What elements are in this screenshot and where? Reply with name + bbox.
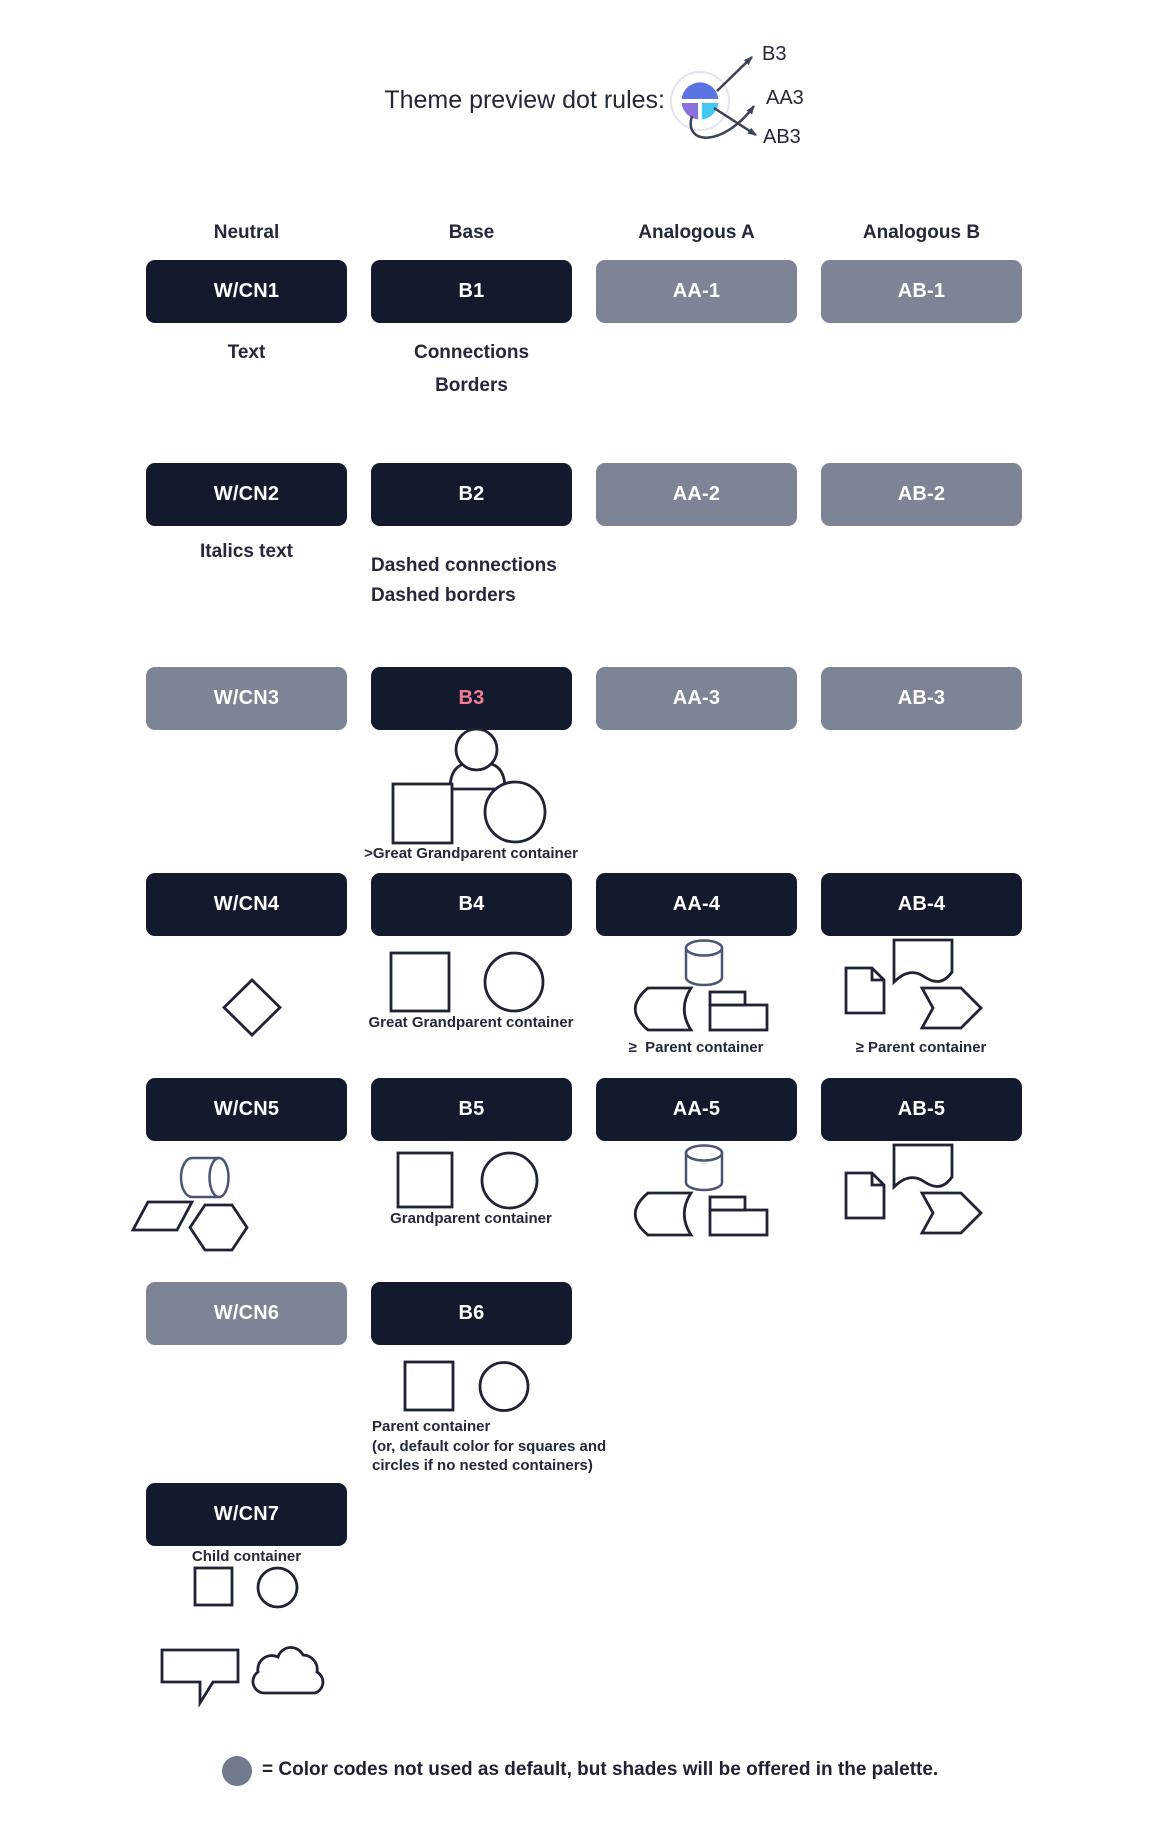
- column-header-neutral: Neutral: [213, 222, 280, 243]
- wcn4-illustration: [196, 975, 308, 1041]
- swatch-aa3[interactable]: AA-3: [596, 667, 797, 730]
- person-head-shape: [456, 729, 497, 770]
- wcn5-illustration: [120, 1141, 320, 1256]
- diamond-shape: [224, 980, 280, 1035]
- chevron-shape: [922, 988, 981, 1028]
- b6-illustration: [371, 1352, 571, 1414]
- square-shape: [195, 1568, 232, 1605]
- swatch-b6[interactable]: B6: [371, 1282, 572, 1345]
- caption-grandparent: Grandparent container: [390, 1210, 552, 1227]
- aa5-illustration: [596, 1141, 796, 1241]
- cylinder-top-shape: [686, 941, 722, 956]
- legend-text: = Color codes not used as default, but shades will be offered in the palette.: [262, 1759, 939, 1780]
- caption-ge-parent-a: ≥ Parent container: [628, 1039, 764, 1056]
- chevron-shape: [922, 1193, 981, 1233]
- caption-child-container: Child container: [191, 1548, 302, 1565]
- circle-shape: [485, 953, 543, 1011]
- caption-parent-line2: (or, default color for squares and: [372, 1438, 607, 1455]
- dot-rule-label-ab3: AB3: [763, 126, 801, 148]
- swatch-ab4[interactable]: AB-4: [821, 873, 1022, 936]
- square-shape: [405, 1362, 453, 1410]
- parallelogram-shape: [133, 1202, 192, 1230]
- stored-data-shape: [635, 988, 691, 1030]
- column-header-analogous-b: Analogous B: [862, 222, 981, 243]
- swatch-b4[interactable]: B4: [371, 873, 572, 936]
- square-shape: [393, 784, 452, 843]
- b5-illustration: [371, 1145, 571, 1215]
- square-shape: [391, 953, 449, 1011]
- swatch-aa4[interactable]: AA-4: [596, 873, 797, 936]
- ab4-illustration: [821, 936, 1021, 1036]
- circle-shape: [480, 1363, 528, 1411]
- swatch-wcn7[interactable]: W/CN7: [146, 1483, 347, 1546]
- swatch-wcn3[interactable]: W/CN3: [146, 667, 347, 730]
- page-title: Theme preview dot rules:: [384, 86, 665, 114]
- horizontal-cylinder-end-shape: [210, 1158, 229, 1197]
- caption-borders: Borders: [435, 375, 508, 396]
- document-shape: [846, 1173, 884, 1218]
- swatch-b5[interactable]: B5: [371, 1078, 572, 1141]
- caption-connections: Connections: [413, 342, 530, 363]
- caption-parent-line1: Parent container: [372, 1418, 491, 1435]
- cloud-shape: [253, 1647, 323, 1693]
- swatch-wcn6[interactable]: W/CN6: [146, 1282, 347, 1345]
- swatch-ab5[interactable]: AB-5: [821, 1078, 1022, 1141]
- b3-illustration: [370, 722, 590, 847]
- swatch-wcn2[interactable]: W/CN2: [146, 463, 347, 526]
- arrow-to-b3: [717, 57, 752, 91]
- caption-text: Text: [227, 342, 266, 363]
- cylinder-top-shape: [686, 1146, 722, 1161]
- swatch-ab1[interactable]: AB-1: [821, 260, 1022, 323]
- swatch-aa5[interactable]: AA-5: [596, 1078, 797, 1141]
- speech-bubble-shape: [162, 1650, 238, 1703]
- swatch-ab2[interactable]: AB-2: [821, 463, 1022, 526]
- hexagon-shape: [190, 1205, 247, 1250]
- caption-italics-text: Italics text: [200, 541, 293, 562]
- dot-rule-label-b3: B3: [762, 43, 787, 65]
- swatch-b3[interactable]: B3: [371, 667, 572, 730]
- swatch-wcn4[interactable]: W/CN4: [146, 873, 347, 936]
- wcn7-extra-shapes: [148, 1634, 348, 1709]
- swatch-b2[interactable]: B2: [371, 463, 572, 526]
- column-header-analogous-a: Analogous A: [638, 222, 755, 243]
- tabbed-rect-tab-shape: [710, 1197, 745, 1210]
- swatch-b1[interactable]: B1: [371, 260, 572, 323]
- stored-data-shape: [635, 1193, 691, 1235]
- caption-ge-parent-b: ≥ Parent container: [855, 1039, 987, 1056]
- caption-gt-great-grandparent: >Great Grandparent container: [364, 845, 578, 862]
- caption-parent-line3: circles if no nested containers): [372, 1457, 593, 1474]
- column-header-base: Base: [448, 222, 495, 243]
- swatch-wcn5[interactable]: W/CN5: [146, 1078, 347, 1141]
- theme-preview-dot-diagram: [625, 20, 860, 155]
- tabbed-rect-body-shape: [710, 1210, 767, 1235]
- tabbed-rect-tab-shape: [710, 992, 745, 1005]
- ab5-illustration: [821, 1141, 1021, 1241]
- wave-document-shape: [894, 940, 952, 982]
- document-shape: [846, 968, 884, 1013]
- caption-dashed-borders: Dashed borders: [371, 585, 516, 606]
- aa4-illustration: [596, 936, 796, 1036]
- swatch-ab3[interactable]: AB-3: [821, 667, 1022, 730]
- dot-rule-label-aa3: AA3: [766, 87, 804, 109]
- dot-outer-ring: [671, 72, 729, 130]
- swatch-wcn1[interactable]: W/CN1: [146, 260, 347, 323]
- tabbed-rect-body-shape: [710, 1005, 767, 1030]
- caption-great-grandparent: Great Grandparent container: [368, 1014, 574, 1031]
- square-shape: [398, 1153, 452, 1207]
- wcn7-illustration: [180, 1560, 320, 1612]
- circle-shape: [485, 782, 545, 842]
- legend-dot: [222, 1756, 252, 1786]
- swatch-aa1[interactable]: AA-1: [596, 260, 797, 323]
- circle-shape: [258, 1568, 297, 1607]
- circle-shape: [482, 1153, 537, 1208]
- swatch-aa2[interactable]: AA-2: [596, 463, 797, 526]
- caption-dashed-connections: Dashed connections: [371, 555, 557, 576]
- wave-document-shape: [894, 1145, 952, 1187]
